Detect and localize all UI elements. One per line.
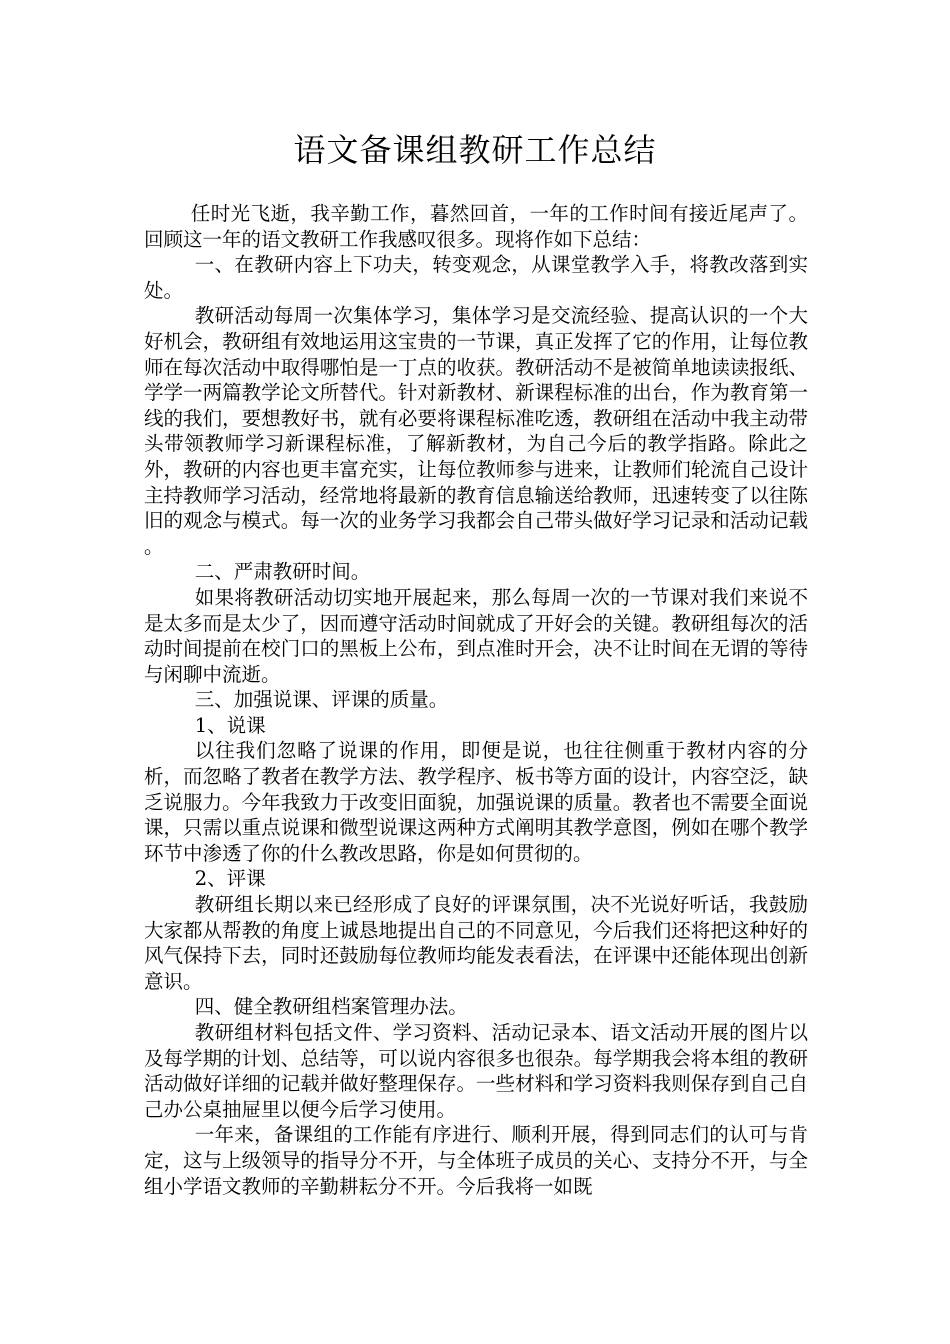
heading-section-1: 一、在教研内容上下功夫，转变观念，从课堂教学入手，将教改落到实处。 xyxy=(144,253,808,302)
paragraph-section-2: 如果将教研活动切实地开展起来，那么每周一次的一节课对我们来说不是太多而是太少了，因而遵守活动时间就成了开好会的关键。教研组每次的活动时间提前在校门口的黑板上公布，到点准时开会，决不让时间在无谓的等待与闲聊中流逝。 xyxy=(144,585,808,686)
heading-section-2: 二、严肃教研时间。 xyxy=(194,560,371,584)
subheading-lecture: 1、说课 xyxy=(194,713,266,737)
paragraph-review: 教研组长期以来已经形成了良好的评课氛围，决不光说好听话，我鼓励大家都从帮教的角度上诚恳地提出自己的不同意见，今后我们还将把这种好的风气保持下去，同时还鼓励每位教师均能发表看法，在评课中还能体现出创新意识。 xyxy=(144,893,808,993)
paragraph-section-4: 教研组材料包括文件、学习资料、活动记录本、语文活动开展的图片以及每学期的计划、总结等，可以说内容很多也很杂。每学期我会将本组的教研活动做好详细的记载并做好整理保存。一些材料和学习资料我则保存到自己自己办公桌抽屉里以便今后学习使用。 xyxy=(144,1021,808,1121)
paragraph-section-1: 教研活动每周一次集体学习，集体学习是交流经验、提高认识的一个大好机会，教研组有效地运用这宝贵的一节课，真正发挥了它的作用，让每位教师在每次活动中取得哪怕是一丁点的收获。教研活动不是被简单地读读报纸、学学一两篇教学论文所替代。针对新教材、新课程标准的出台，作为教育第一线的我们，要想教好书，就有必要将课程标准吃透，教研组在活动中我主动带头带领教师学习新课程标准，了解新教材，为自己今后的教学指路。除此之外，教研的内容也更丰富充实，让每位教师参与进来，让教师们轮流自己设计主持教师学习活动，经常地将最新的教育信息输送给教师，迅速转变了以往陈旧的观念与模式。每一次的业务学习我都会自己带头做好学习记录和活动记载 。 xyxy=(144,304,808,558)
heading-section-3: 三、加强说课、评课的质量。 xyxy=(194,688,449,712)
document-body xyxy=(144,201,808,1199)
paragraph-conclusion: 一年来，备课组的工作能有序进行、顺利开展，得到同志们的认可与肯定，这与上级领导的指导分不开，与全体班子成员的关心、支持分不开，与全组小学语文教师的辛勤耕耘分不开。今后我将一如既 xyxy=(144,1123,808,1198)
paragraph-intro: 任时光飞逝，我辛勤工作，暮然回首，一年的工作时间有接近尾声了。回顾这一年的语文教研工作我感叹很多。现将作如下总结： xyxy=(144,202,808,251)
document-title: 语文备课组教研工作总结 xyxy=(293,131,657,169)
heading-section-4: 四、健全教研组档案管理办法。 xyxy=(194,995,468,1019)
paragraph-lecture: 以往我们忽略了说课的作用，即便是说，也往往侧重于教材内容的分析，而忽略了教者在教学方法、教学程序、板书等方面的设计，内容空泛，缺乏说服力。今年我致力于改变旧面貌，加强说课的质量。教者也不需要全面说课，只需以重点说课和微型说课这两种方式阐明其教学意图，例如在哪个教学环节中渗透了你的什么教改思路，你是如何贯彻的。 xyxy=(144,739,808,865)
subheading-review: 2、评课 xyxy=(194,867,266,891)
